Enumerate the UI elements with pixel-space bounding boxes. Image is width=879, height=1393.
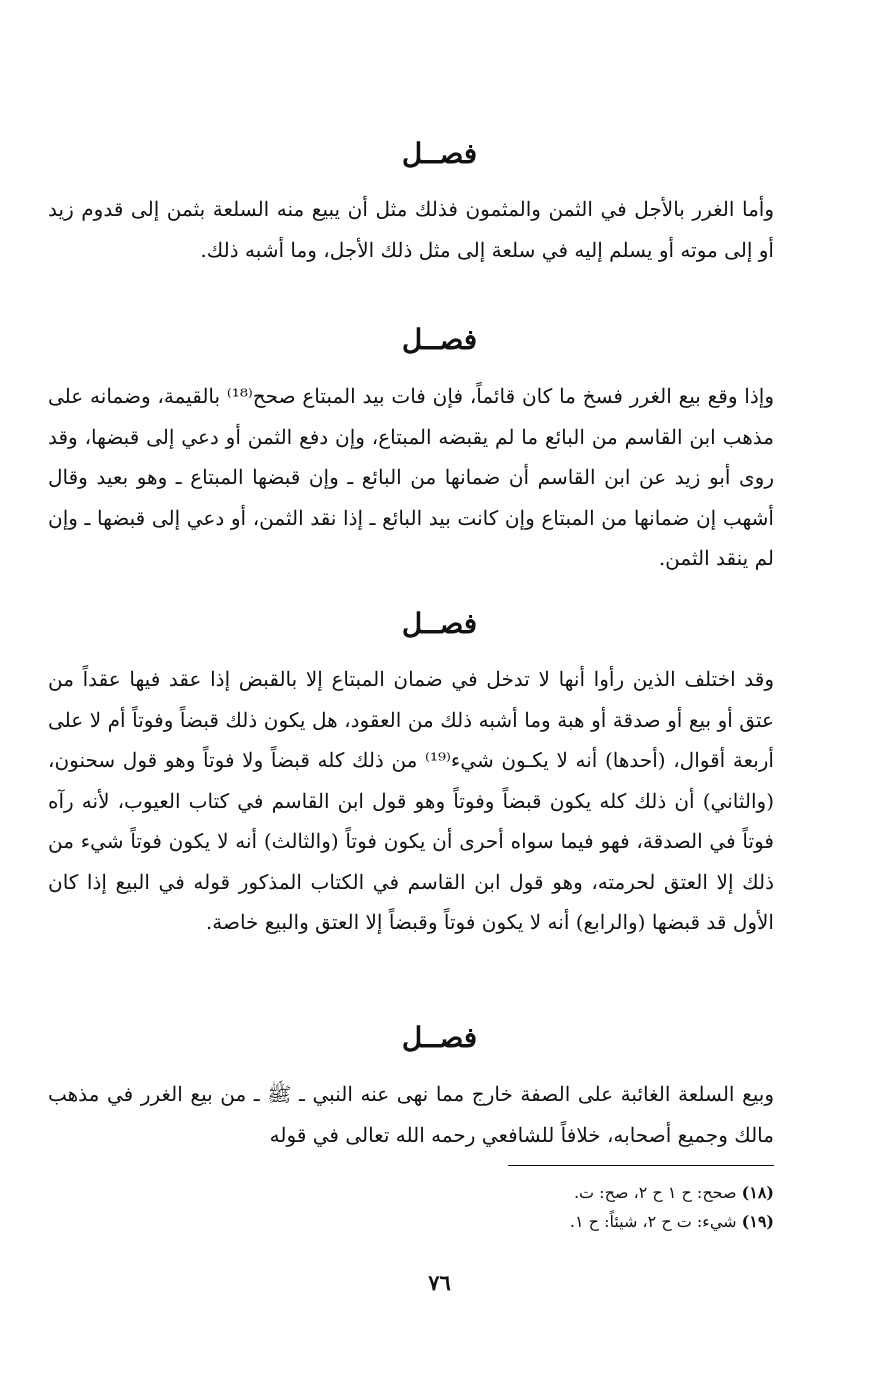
footnote-text: شيء: ت ح ٢، شيئاً: ح ١.	[569, 1212, 737, 1231]
footnote-number: (١٨)	[741, 1183, 774, 1202]
footnote-text: صحح: ح ١ ح ٢، صح: ت.	[573, 1183, 737, 1202]
section-body-2: وإذا وقع بيع الغرر فسخ ما كان قائماً، فإن فات بيد المبتاع صحح⁽¹⁸⁾ بالقيمة، وضمانه على مذهب ابن القاسم من البائع ما لم يقبضه المبتاع، وإن دفع الثمن أو دعي إلى قبضها، وقد روى أبو زيد عن ابن القاسم أن ضمانها من البائع ـ وإن قبضها المبتاع ـ وهو بعيد وقال أشهب إن ضمانها من المبتاع وإن كانت بيد البائع ـ إذا نقد الثمن، أو دعي إلى قبضها ـ وإن لم ينقد الثمن.	[48, 384, 774, 570]
section-body-4: وبيع السلعة الغائبة على الصفة خارج مما نهى عنه النبي ـ ﷺ ـ من بيع الغرر في مذهب مالك وجميع أصحابه، خلافاً للشافعي رحمه الله تعالى في قوله	[48, 1082, 774, 1147]
page-number: ٧٦	[428, 1270, 451, 1295]
footnote-18	[300, 1181, 774, 1205]
footnote-19	[300, 1210, 774, 1234]
footnote-number: (١٩)	[741, 1212, 774, 1231]
section-body-3: وقد اختلف الذين رأوا أنها لا تدخل في ضمان المبتاع إلا بالقبض إذا عقد فيها عقداً من عتق أو بيع أو صدقة أو هبة وما أشبه ذلك من العقود، هل يكون ذلك قبضاً وفوتاً أم لا على أربعة أقوال، (أحدها) أنه لا يكـون شيء⁽¹⁹⁾ من ذلك كله قبضاً ولا فوتاً وهو قول سحنون، (والثاني) أن ذلك كله يكون قبضاً وفوتاً وهو قول ابن القاسم في كتاب العيوب، لأنه رآه فوتاً في الصدقة، فهو فيما سواه أحرى أن يكون فوتاً (والثالث) أنه لا يكون فوتاً شيء من ذلك إلا العتق لحرمته، وهو قول ابن القاسم في الكتاب المذكور قوله في البيع إذا كان الأول قد قبضها (والرابع) أنه لا يكون فوتاً وقبضاً إلا العتق والبيع خاصة.	[48, 667, 775, 934]
footnote-separator	[508, 1165, 774, 1166]
section-heading-2: فصــل	[401, 323, 478, 356]
section-body-1: وأما الغرر بالأجل في الثمن والمثمون فذلك مثل أن يبيع منه السلعة بثمن إلى قدوم زيد أو إلى موته أو يسلم إليه في سلعة إلى مثل ذلك الأجل، وما أشبه ذلك.	[48, 197, 774, 262]
section-heading-1: فصــل	[401, 137, 478, 170]
section-heading-4: فصــل	[401, 1021, 478, 1054]
section-heading-3: فصــل	[401, 607, 478, 640]
